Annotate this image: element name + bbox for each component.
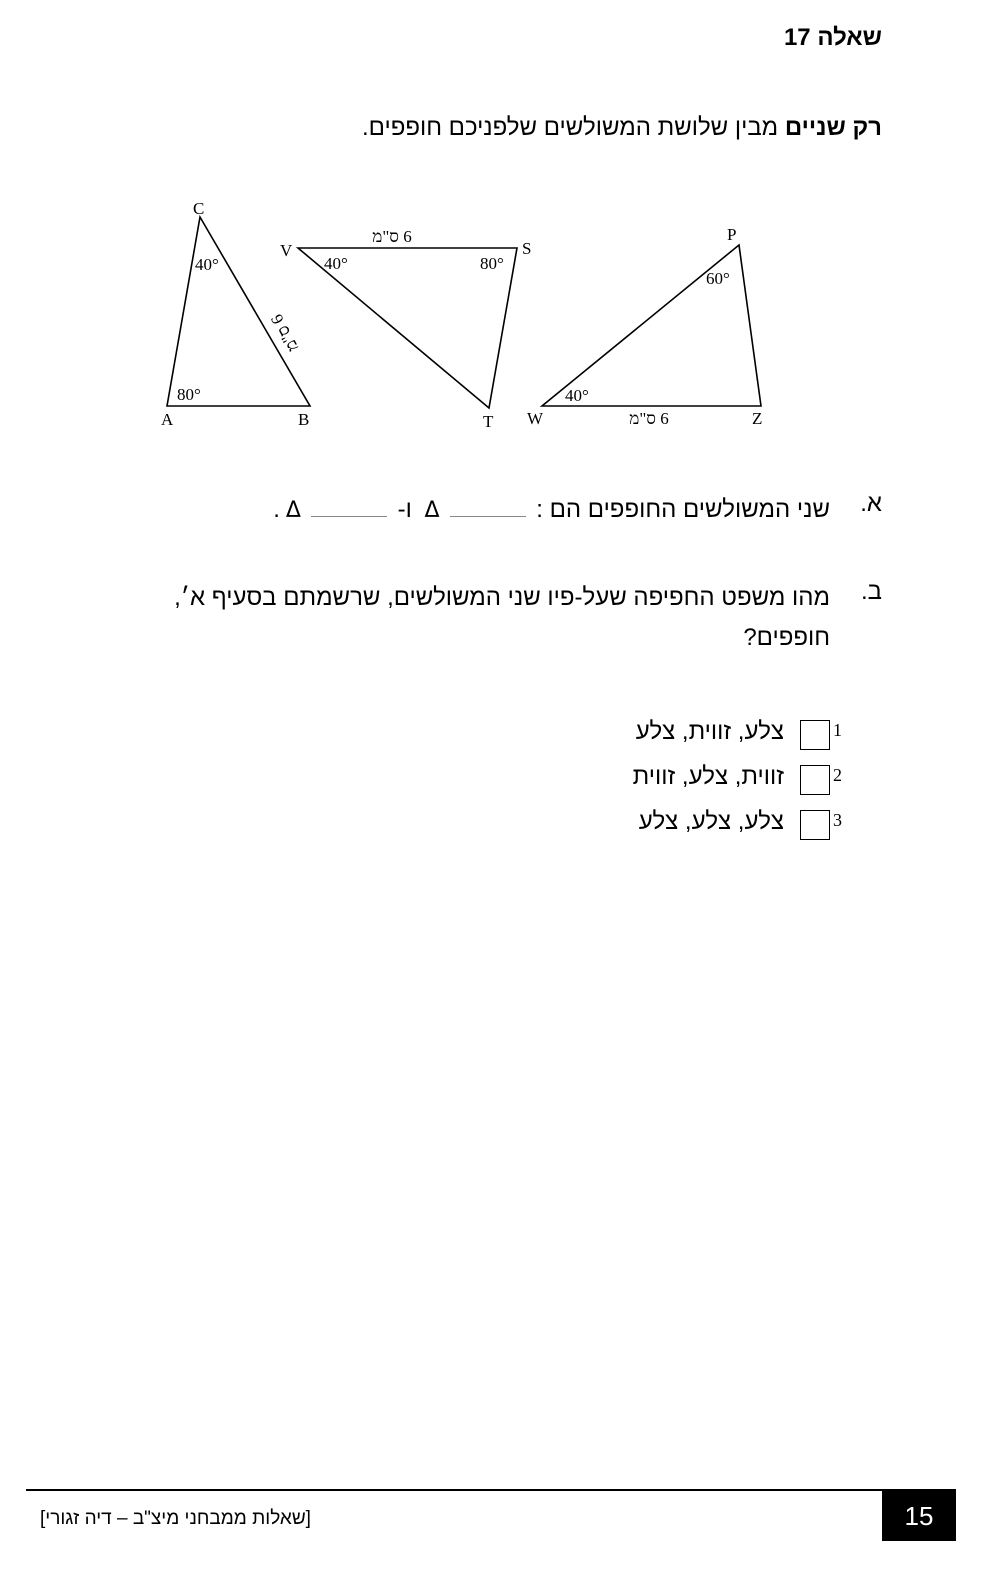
option-2-label: זווית, צלע, זווית xyxy=(632,763,784,790)
option-3-label: צלע, צלע, צלע xyxy=(638,808,784,835)
side-vs-label: 6 ס"מ xyxy=(372,227,412,246)
option-3-number: 3 xyxy=(833,810,842,830)
page-number: 15 xyxy=(882,1491,956,1541)
item-a-number: א. xyxy=(860,490,882,517)
angle-w-label: 40° xyxy=(565,386,589,405)
angle-v-label: 40° xyxy=(324,254,348,273)
angle-s-label: 80° xyxy=(480,254,504,273)
vertex-b-label: B xyxy=(298,410,310,429)
vertex-t-label: T xyxy=(483,412,494,431)
connector-text: ו- xyxy=(397,496,412,523)
vertex-w-label: W xyxy=(527,409,544,428)
item-b-text: מהו משפט החפיפה שעל-פיו שני המשולשים, שרשמתם בסעיף א׳, חופפים? xyxy=(174,584,830,651)
vertex-z-label: Z xyxy=(752,409,763,428)
answer-blank-2[interactable] xyxy=(311,498,387,517)
option-1-number: 1 xyxy=(833,720,842,740)
vertex-a-label: A xyxy=(161,410,174,429)
angle-a-label: 80° xyxy=(177,385,201,404)
side-cb-label: 6 ס"מ xyxy=(266,311,303,355)
side-wz-label: 6 ס"מ xyxy=(629,409,669,428)
footer-source: [שאלות ממבחני מיצ"ב – דיה זגורי] xyxy=(40,1508,311,1529)
intro-rest: מבין שלושת המשולשים שלפניכם חופפים. xyxy=(362,114,785,141)
item-b-number: ב. xyxy=(860,578,882,605)
angle-p-label: 60° xyxy=(706,269,730,288)
angle-c-label: 40° xyxy=(195,255,219,274)
triangles-figure xyxy=(150,190,790,440)
vertex-s-label: S xyxy=(522,239,532,258)
question-title: שאלה 17 xyxy=(783,24,882,51)
answer-blank-1[interactable] xyxy=(450,498,526,517)
item-a xyxy=(102,490,882,531)
item-a-text: שני המשולשים החופפים הם : xyxy=(536,496,830,523)
option-2-number: 2 xyxy=(833,765,842,785)
option-1-checkbox[interactable] xyxy=(800,720,830,750)
option-1-label: צלע, זווית, צלע xyxy=(635,718,784,745)
intro-text xyxy=(362,114,882,142)
item-a-end: . xyxy=(273,496,280,523)
vertex-v-label: V xyxy=(280,241,293,260)
vertex-p-label: P xyxy=(727,225,737,244)
triangle-symbol-2: Δ xyxy=(285,498,301,523)
footer-divider xyxy=(26,1489,956,1491)
intro-bold: רק שניים xyxy=(784,114,882,141)
item-b xyxy=(102,578,882,658)
triangle-symbol-1: Δ xyxy=(424,498,440,523)
option-2-checkbox[interactable] xyxy=(800,765,830,795)
option-3-checkbox[interactable] xyxy=(800,810,830,840)
vertex-c-label: C xyxy=(193,199,205,218)
